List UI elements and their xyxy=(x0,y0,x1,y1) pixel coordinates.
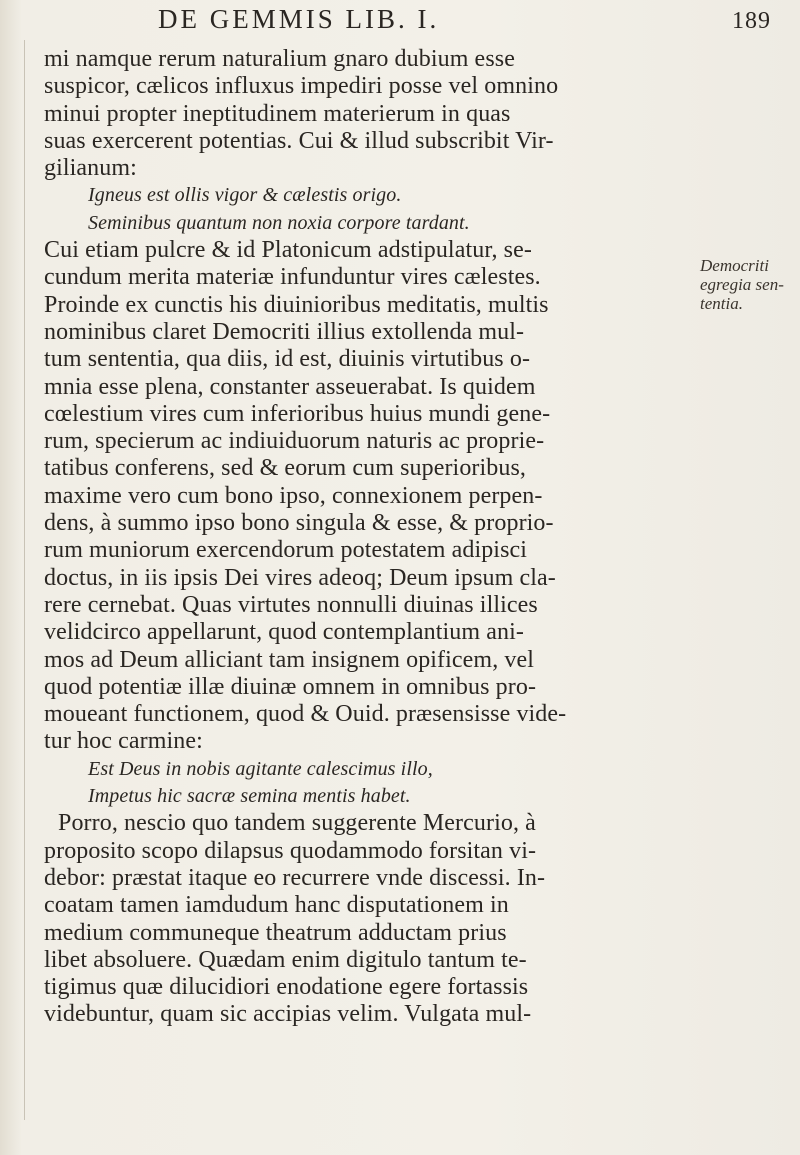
text-line: mos ad Deum alliciant tam insignem opificem, vel xyxy=(44,646,535,673)
text-line: debor: præstat itaque eo recurrere vnde discessi. In- xyxy=(44,864,546,891)
text-line: proposito scopo dilapsus quodammodo forsitan vi- xyxy=(44,837,537,864)
text-line: doctus, in iis ipsis Dei vires adeoq; Deum ipsum cla- xyxy=(44,564,556,591)
text-line: tigimus quæ dilucidiori enodatione egere fortassis xyxy=(44,974,529,1001)
margin-note-line: tentia. xyxy=(700,294,743,313)
verse-line: Est Deus in nobis agitante calescimus illo, xyxy=(88,757,433,780)
verse-line: Impetus hic sacræ semina mentis habet. xyxy=(88,785,411,808)
text-line: minui propter ineptitudinem materierum in quas xyxy=(44,100,511,127)
text-line: tum sententia, qua diis, id est, diuinis virtutibus o- xyxy=(44,346,531,373)
text-line: cœlestium vires cum inferioribus huius mundi gene- xyxy=(44,400,551,427)
text-line: tatibus conferens, sed & eorum cum superioribus, xyxy=(44,455,527,482)
margin-note-line: egregia sen- xyxy=(700,275,784,294)
text-line: cundum merita materiæ infunduntur vires cælestes. xyxy=(44,264,541,291)
text-line: rum, specierum ac indiuiduorum naturis ac proprie- xyxy=(44,428,545,455)
gutter-rule xyxy=(24,40,25,1120)
text-line: medium communeque theatrum adductam prius xyxy=(44,919,507,946)
text-line: mi namque rerum naturalium gnaro dubium esse xyxy=(44,46,515,72)
text-line: coatam tamen iamdudum hanc disputationem in xyxy=(44,892,509,919)
page-number: 189 xyxy=(732,8,771,34)
text-line: rere cernebat. Quas virtutes nonnulli diuinas illices xyxy=(44,591,538,618)
text-line: maxime vero cum bono ipso, connexionem perpen- xyxy=(44,482,543,509)
text-line: mnia esse plena, constanter asseuerabat. Is quidem xyxy=(44,373,536,400)
text-line: videbuntur, quam sic accipias velim. Vulgata mul- xyxy=(44,1001,532,1028)
text-line: rum muniorum exercendorum potestatem adipisci xyxy=(44,537,528,564)
text-line: suas exercerent potentias. Cui & illud subscribit Vir- xyxy=(44,127,554,154)
text-line: suspicor, cælicos influxus impediri posse vel omnino xyxy=(44,73,559,100)
text-line: tur hoc carmine: xyxy=(44,728,203,755)
margin-note xyxy=(700,256,796,313)
text-line: velidcirco appellarunt, quod contemplantium ani- xyxy=(44,619,524,646)
text-line: moueant functionem, quod & Ouid. præsensisse vide- xyxy=(44,701,567,728)
text-line: dens, à summo ipso bono singula & esse, & proprio- xyxy=(44,510,554,537)
text-line: Porro, nescio quo tandem suggerente Mercurio, à xyxy=(58,810,536,837)
main-text xyxy=(44,46,684,1029)
text-line: gilianum: xyxy=(44,155,137,182)
text-line: Cui etiam pulcre & id Platonicum adstipulatur, se- xyxy=(44,237,532,264)
text-line: libet absoluere. Quædam enim digitulo tantum te- xyxy=(44,946,527,973)
running-title: DE GEMMIS LIB. I. xyxy=(158,4,440,34)
text-line: nominibus claret Democriti illius extollenda mul- xyxy=(44,318,525,345)
running-header xyxy=(0,4,800,40)
text-line: quod potentiæ illæ diuinæ omnem in omnibus pro- xyxy=(44,673,537,700)
margin-note-line: Democriti xyxy=(700,256,769,275)
verse-line: Igneus est ollis vigor & cælestis origo. xyxy=(88,184,402,207)
text-line: Proinde ex cunctis his diuinioribus meditatis, multis xyxy=(44,291,549,318)
verse-line: Seminibus quantum non noxia corpore tardant. xyxy=(88,211,470,234)
